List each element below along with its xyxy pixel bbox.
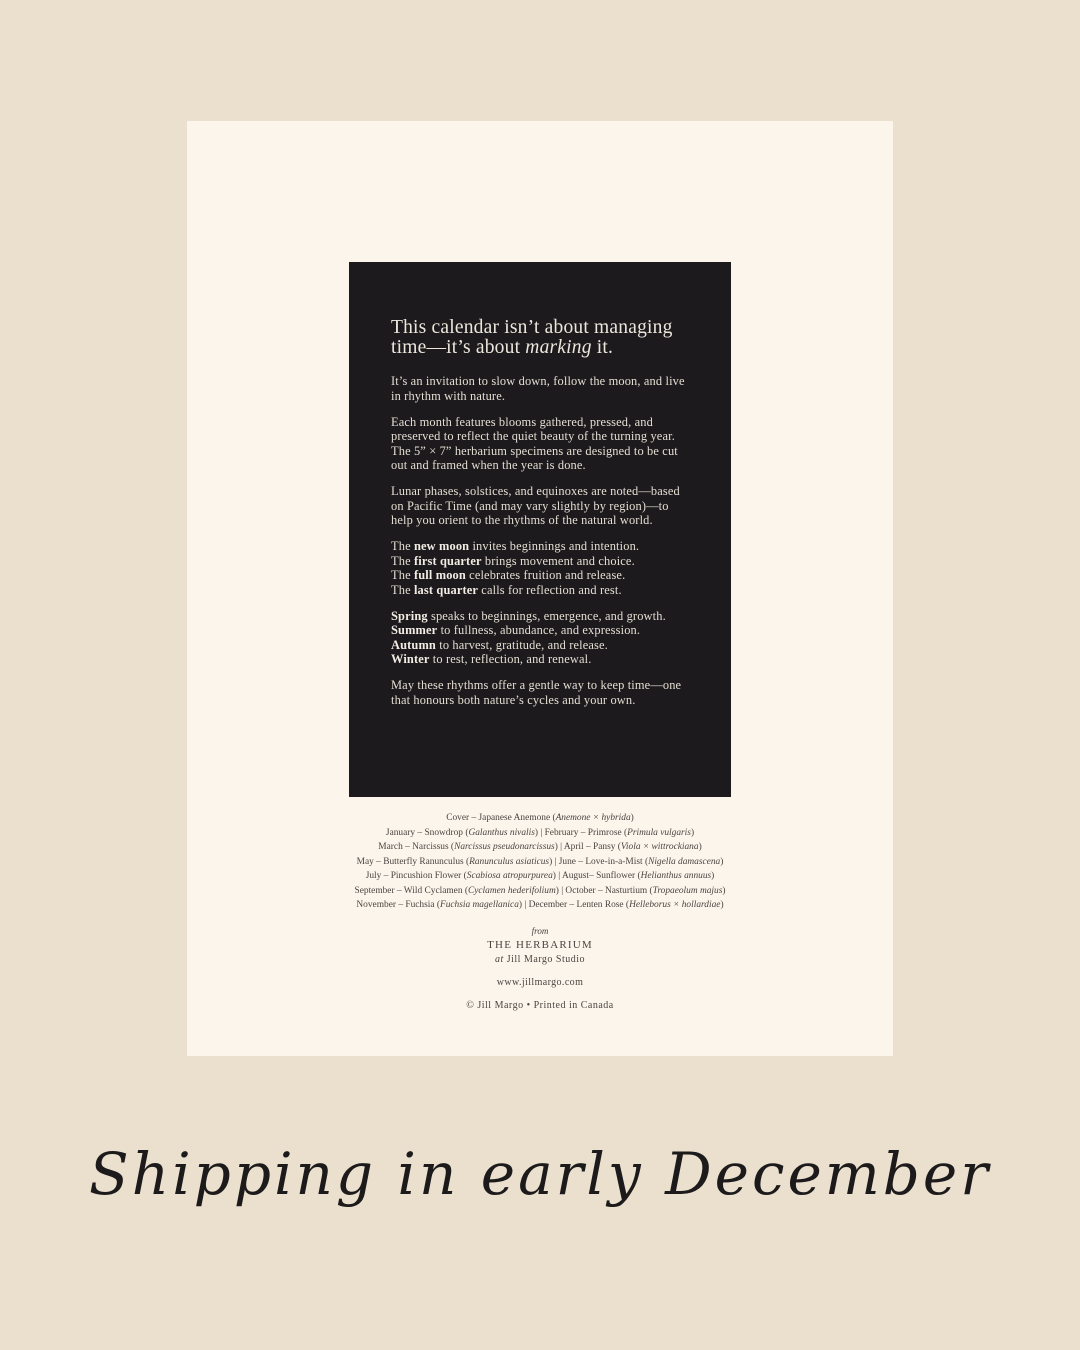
copyright-line: © Jill Margo • Printed in Canada [466, 1000, 614, 1011]
headline-emphasis: marking [525, 337, 592, 358]
website-url: www.jillmargo.com [496, 977, 584, 988]
intro-text-panel [349, 262, 731, 797]
list-item: May – Butterfly Ranunculus (Ranunculus asiaticus) | June – Love-in-a-Mist (Nigella damascena) [356, 856, 724, 867]
blooms-paragraph: Each month features blooms gathered, pressed, and preserved to reflect the quiet beauty of the turning year. The 5” × 7” herbarium specimens are designed to be cut out and framed when the year is done. [391, 414, 678, 472]
studio-name: at Jill Margo Studio [494, 954, 586, 965]
panel-headline: This calendar isn’t about managing time—it’s about marking it. [391, 317, 673, 358]
seasons-paragraph: Spring speaks to beginnings, emergence, and growth. Summer to fullness, abundance, and expression. Autumn to harvest, gratitude, and release. Winter to rest, reflection, and renewal. [391, 608, 666, 666]
shipping-tagline: Shipping in early December [89, 1140, 991, 1208]
list-item: July – Pincushion Flower (Scabiosa atropurpurea) | August– Sunflower (Helianthus annuus) [365, 871, 715, 881]
intro-paragraph: It’s an invitation to slow down, follow the moon, and live in rhythm with nature. [391, 374, 685, 403]
list-item: September – Wild Cyclamen (Cyclamen hederifolium) | October – Nasturtium (Tropaeolum majus) [354, 885, 726, 896]
botanical-list [187, 811, 893, 913]
lunar-paragraph: Lunar phases, solstices, and equinoxes are noted—based on Pacific Time (and may vary slightly by region)—to help you orient to the rhythms of the natural world. [391, 484, 680, 527]
list-item: January – Snowdrop (Galanthus nivalis) | February – Primrose (Primula vulgaris) [385, 827, 695, 838]
list-item: Cover – Japanese Anemone (Anemone × hybrida) [446, 813, 634, 823]
calendar-back-cover [187, 121, 893, 1056]
publisher-credits [187, 925, 893, 1013]
list-item: March – Narcissus (Narcissus pseudonarcissus) | April – Pansy (Viola × wittrockiana) [378, 842, 702, 852]
moon-phases-paragraph: The new moon invites beginnings and intention. The first quarter brings movement and choice. The full moon celebrates fruition and release. The last quarter calls for reflection and rest. [391, 539, 640, 597]
from-label: from [531, 926, 549, 936]
closing-paragraph: May these rhythms offer a gentle way to keep time—one that honours both nature’s cycles and your own. [391, 678, 682, 707]
list-item: November – Fuchsia (Fuchsia magellanica) | December – Lenten Rose (Helleborus × hollardiae) [356, 900, 724, 910]
brand-name: THE HERBARIUM [487, 939, 593, 951]
